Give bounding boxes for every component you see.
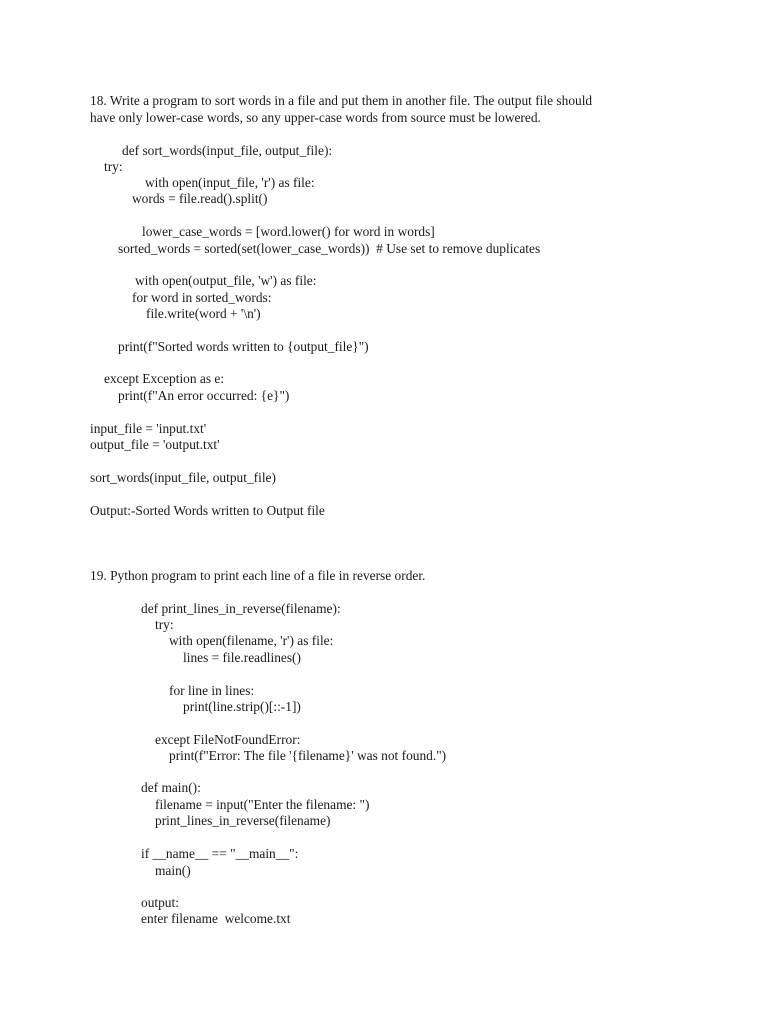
- code-line: for word in sorted_words:: [132, 290, 272, 305]
- output-text: enter filename welcome.txt: [141, 911, 291, 926]
- code-line: def print_lines_in_reverse(filename):: [141, 601, 341, 616]
- code-line: print(line.strip()[::-1]): [183, 699, 301, 714]
- question-19-text: 19. Python program to print each line of a file in reverse order.: [90, 568, 426, 583]
- code-line: lower_case_words = [word.lower() for word in words]: [142, 224, 435, 239]
- output-label: output:: [141, 895, 179, 910]
- code-line: try:: [155, 617, 174, 632]
- code-line: with open(input_file, 'r') as file:: [145, 175, 315, 190]
- code-line: output_file = 'output.txt': [90, 437, 220, 452]
- code-line: except Exception as e:: [104, 371, 225, 386]
- code-line: lines = file.readlines(): [183, 650, 301, 665]
- code-line: sort_words(input_file, output_file): [90, 470, 276, 485]
- question-18-text: 18. Write a program to sort words in a file and put them in another file. The output file should: [90, 93, 593, 108]
- code-line: print(f"An error occurred: {e}"): [118, 388, 290, 403]
- code-line: sorted_words = sorted(set(lower_case_words)) # Use set to remove duplicates: [118, 241, 541, 256]
- code-line: print(f"Sorted words written to {output_file}"): [118, 339, 369, 354]
- code-line: filename = input("Enter the filename: "): [155, 797, 370, 812]
- code-line: with open(output_file, 'w') as file:: [135, 273, 317, 288]
- code-line: def sort_words(input_file, output_file):: [122, 143, 333, 158]
- code-line: if __name__ == "__main__":: [141, 846, 299, 861]
- code-line: for line in lines:: [169, 683, 255, 698]
- code-line: words = file.read().split(): [132, 191, 268, 206]
- code-line: main(): [155, 863, 191, 878]
- code-line: file.write(word + '\n'): [146, 306, 261, 321]
- code-line: input_file = 'input.txt': [90, 421, 207, 436]
- question-18-text: have only lower-case words, so any upper-case words from source must be lowered.: [90, 110, 541, 125]
- code-line: print_lines_in_reverse(filename): [155, 813, 331, 828]
- output-text: Output:-Sorted Words written to Output file: [90, 503, 325, 518]
- code-line: print(f"Error: The file '{filename}' was not found."): [169, 748, 447, 763]
- code-line: except FileNotFoundError:: [155, 732, 301, 747]
- code-line: def main():: [141, 780, 201, 795]
- code-line: try:: [104, 159, 123, 174]
- code-line: with open(filename, 'r') as file:: [169, 633, 334, 648]
